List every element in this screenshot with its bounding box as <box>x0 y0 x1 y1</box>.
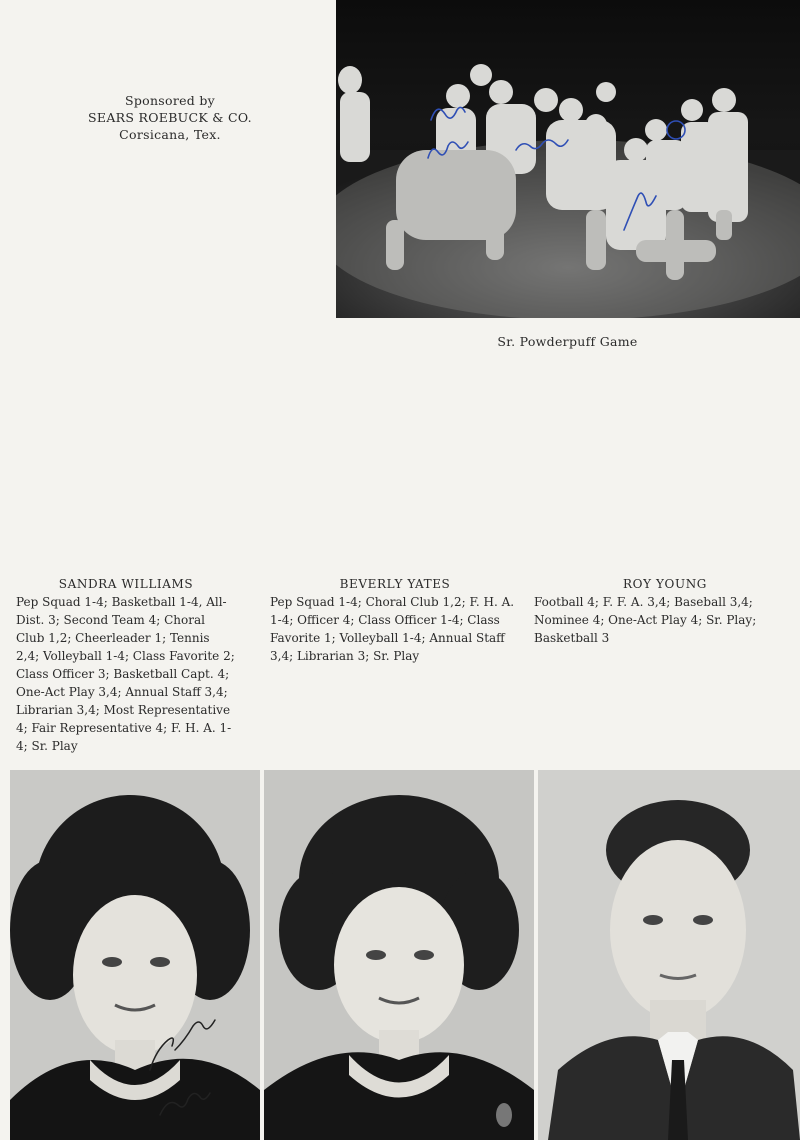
sponsor-block <box>40 92 300 143</box>
sponsor-name: SEARS ROEBUCK & CO. <box>88 110 252 125</box>
student-bio-roy-young <box>534 575 796 647</box>
portrait-beverly-yates <box>264 770 534 1140</box>
sponsor-intro: Sponsored by <box>124 93 216 108</box>
photo-caption: Sr. Powderpuff Game <box>497 334 638 349</box>
student-activities: Pep Squad 1-4; Basketball 1-4, All-Dist. 3; Second Team 4; Choral Club 1,2; Cheerleader 1; Tennis 2,4; Volleyball 1-4; Class Favorite 2; Class Officer 3; Basketball Capt. 4; One-Act Play 3,4; Annual Staff 3,4; Librarian 3,4; Most Representative 4; Fair Representative 4; F. H. A. 1-4; Sr. Play <box>16 595 235 753</box>
portrait-illustration <box>264 770 534 1140</box>
student-bio-beverly-yates <box>270 575 520 665</box>
student-name: BEVERLY YATES <box>339 577 451 591</box>
student-name: ROY YOUNG <box>623 577 707 591</box>
student-bio-sandra-williams <box>16 575 236 755</box>
student-activities: Football 4; F. F. A. 3,4; Baseball 3,4; Nominee 4; One-Act Play 4; Sr. Play; Basketball 3 <box>534 595 757 645</box>
handwritten-inscription <box>10 770 11 771</box>
sponsor-location: Corsicana, Tex. <box>119 127 221 142</box>
powderpuff-game-photo <box>336 0 800 318</box>
portrait-illustration <box>538 770 800 1140</box>
portrait-illustration <box>10 770 260 1140</box>
student-activities: Pep Squad 1-4; Choral Club 1,2; F. H. A. 1-4; Officer 4; Class Officer 1-4; Class Favorite 1; Volleyball 1-4; Annual Staff 3,4; Librarian 3; Sr. Play <box>270 595 515 663</box>
powderpuff-game-illustration <box>336 0 800 318</box>
portrait-sandra-williams <box>10 770 260 1140</box>
student-name: SANDRA WILLIAMS <box>58 577 194 591</box>
portrait-roy-young <box>538 770 800 1140</box>
